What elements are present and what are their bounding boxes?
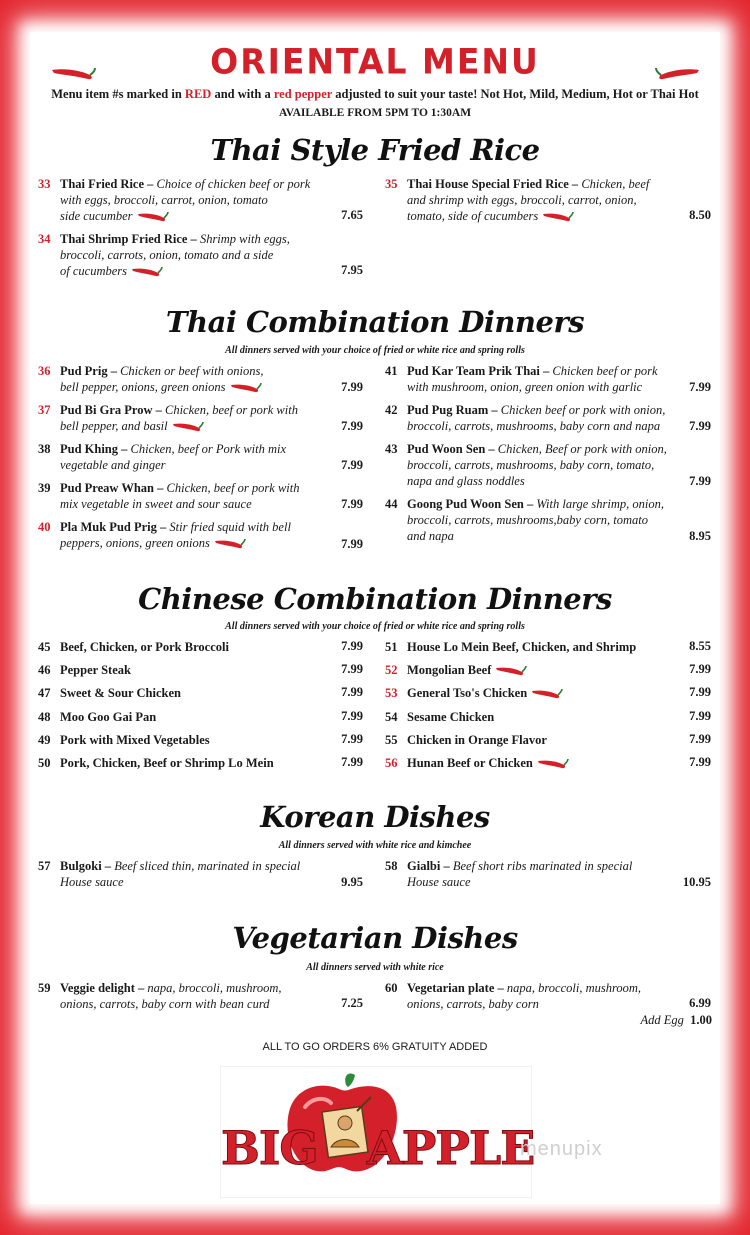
item-desc: bell pepper, and basil: [60, 419, 168, 433]
item-price: 7.65: [341, 208, 363, 222]
item-desc: Chicken or beef with onions,: [120, 364, 264, 378]
item-number: 53: [385, 686, 398, 700]
item-price: 7.25: [341, 996, 363, 1010]
intro-pepper-word: red pepper: [273, 87, 333, 101]
item-name: Veggie delight –: [60, 981, 148, 995]
intro-middle: and with a: [211, 87, 274, 101]
item-desc: with eggs, broccoli, carrot, onion, tomato: [60, 193, 268, 207]
item-number: 42: [385, 403, 398, 417]
item-desc: Chicken beef or pork: [552, 364, 658, 378]
intro-suffix: adjusted to suit your taste! Not Hot, Mild, Medium, Hot or Thai Hot: [332, 87, 699, 101]
item-price: 8.55: [689, 639, 711, 653]
item-number: 36: [38, 364, 51, 378]
item-price: 7.99: [341, 537, 363, 551]
item-name: Pud Bi Gra Prow –: [60, 403, 165, 417]
item-number: 33: [38, 177, 51, 191]
item-number: 37: [38, 403, 51, 417]
red-pepper-icon: [542, 211, 574, 223]
item-number: 38: [38, 442, 51, 456]
item-desc: onions, carrots, baby corn: [407, 997, 539, 1011]
item-price: 8.50: [689, 208, 711, 222]
item-price: 7.99: [341, 497, 363, 511]
item-price: 7.99: [689, 755, 711, 769]
item-desc: Stir fried squid with bell: [169, 520, 291, 534]
item-desc: napa, broccoli, mushroom,: [147, 981, 282, 995]
item-price: 9.95: [341, 875, 363, 889]
item-number: 45: [38, 640, 51, 654]
item-number: 49: [38, 733, 51, 747]
menupix-watermark: menupix: [520, 1138, 603, 1160]
item-name: Pork with Mixed Vegetables: [60, 733, 210, 747]
item-number: 47: [38, 686, 51, 700]
item-desc: House sauce: [60, 875, 124, 889]
item-name: Thai Shrimp Fried Rice –: [60, 232, 200, 246]
item-price: 7.99: [689, 662, 711, 676]
item-desc: napa, broccoli, mushroom,: [506, 981, 642, 995]
item-number: 46: [38, 663, 51, 677]
page-title: ORIENTAL MENU: [210, 41, 540, 82]
item-desc: onions, carrots, baby corn with bean curd: [60, 997, 270, 1011]
item-name: Pla Muk Pud Prig –: [60, 520, 170, 534]
add-egg-price: 1.00: [690, 1013, 712, 1027]
item-desc: House sauce: [407, 875, 471, 889]
red-pepper-icon: [230, 382, 262, 394]
section-title-korean: Korean Dishes: [260, 800, 490, 834]
item-number: 57: [38, 859, 51, 873]
item-price: 7.99: [341, 458, 363, 472]
item-name: Gialbi –: [407, 859, 453, 873]
section-note: All dinners served with white rice and kimchee: [278, 840, 472, 851]
section-title-thai-combination: Thai Combination Dinners: [165, 305, 585, 339]
item-price: 6.99: [689, 996, 711, 1010]
item-price: 7.99: [341, 419, 363, 433]
item-desc: with mushroom, onion, green onion with garlic: [407, 380, 643, 394]
item-desc: Chicken, beef: [581, 177, 650, 191]
item-desc: Chicken beef or pork with onion,: [500, 403, 666, 417]
item-desc: broccoli, carrots, mushrooms,baby corn, tomato: [407, 513, 648, 527]
big-apple-logo: [220, 1066, 535, 1198]
item-desc: Beef sliced thin, marinated in special: [114, 859, 301, 873]
item-name: Pud Pug Ruam –: [407, 403, 501, 417]
item-desc: Choice of chicken beef or pork: [156, 177, 311, 191]
item-desc: peppers, onions, green onions: [60, 536, 210, 550]
section-title-chinese-combination: Chinese Combination Dinners: [138, 582, 612, 616]
item-number: 56: [385, 756, 398, 770]
item-price: 7.99: [341, 639, 363, 653]
item-desc: and napa: [407, 529, 454, 543]
item-price: 7.95: [341, 263, 363, 277]
item-name: Hunan Beef or Chicken: [407, 756, 533, 770]
item-number: 48: [38, 710, 51, 724]
item-number: 50: [38, 756, 51, 770]
item-number: 39: [38, 481, 51, 495]
item-number: 43: [385, 442, 398, 456]
item-price: 7.99: [689, 685, 711, 699]
item-number: 60: [385, 981, 398, 995]
item-desc: tomato, side of cucumbers: [407, 209, 539, 223]
section-title-thai-fried-rice: Thai Style Fried Rice: [210, 133, 540, 167]
red-pepper-icon: [50, 66, 96, 82]
item-name: Sesame Chicken: [407, 710, 495, 724]
item-price: 7.99: [341, 685, 363, 699]
item-number: 58: [385, 859, 398, 873]
item-price: 7.99: [689, 419, 711, 433]
section-title-vegetarian: Vegetarian Dishes: [232, 921, 518, 955]
item-name: House Lo Mein Beef, Chicken, and Shrimp: [407, 640, 637, 654]
item-number: 52: [385, 663, 398, 677]
item-name: General Tso's Chicken: [407, 686, 528, 700]
item-desc: broccoli, carrots, mushrooms, baby corn and napa: [407, 419, 661, 433]
red-pepper-icon: [495, 665, 527, 677]
item-number: 40: [38, 520, 51, 534]
item-number: 55: [385, 733, 398, 747]
item-name: Pud Prig –: [60, 364, 121, 378]
item-price: 10.95: [682, 875, 711, 889]
item-name: Pud Khing –: [60, 442, 131, 456]
item-name: Vegetarian plate –: [407, 981, 507, 995]
item-name: Goong Pud Woon Sen –: [407, 497, 537, 511]
item-name: Moo Goo Gai Pan: [60, 710, 157, 724]
item-number: 35: [385, 177, 398, 191]
item-price: 7.99: [341, 380, 363, 394]
item-name: Pud Kar Team Prik Thai –: [407, 364, 553, 378]
item-name: Sweet & Sour Chicken: [60, 686, 181, 700]
logo-text-big: BIG: [221, 1121, 318, 1175]
item-number: 51: [385, 640, 398, 654]
item-number: 41: [385, 364, 398, 378]
intro-red-word: RED: [184, 87, 212, 101]
item-desc: broccoli, carrots, mushrooms, baby corn, tomato,: [407, 458, 655, 472]
item-name: Thai Fried Rice –: [60, 177, 157, 191]
item-number: 59: [38, 981, 51, 995]
item-price: 7.99: [689, 709, 711, 723]
item-name: Pud Preaw Whan –: [60, 481, 167, 495]
intro-prefix: Menu item #s marked in: [51, 87, 185, 101]
item-desc: With large shrimp, onion,: [536, 497, 664, 511]
item-price: 7.99: [341, 732, 363, 746]
item-price: 7.99: [689, 732, 711, 746]
item-desc: of cucumbers: [60, 264, 127, 278]
item-price: 7.99: [341, 709, 363, 723]
item-desc: bell pepper, onions, green onions: [60, 380, 226, 394]
item-name: Pepper Steak: [60, 663, 131, 677]
item-name: Pud Woon Sen –: [407, 442, 498, 456]
item-number: 34: [38, 232, 51, 246]
item-price: 7.99: [689, 380, 711, 394]
item-name: Chicken in Orange Flavor: [407, 733, 547, 747]
red-pepper-icon: [131, 266, 163, 278]
item-name: Thai House Special Fried Rice –: [407, 177, 582, 191]
item-price: 8.95: [689, 529, 711, 543]
item-desc: napa and glass noddles: [407, 474, 525, 488]
section-note: All dinners served with your choice of fried or white rice and spring rolls: [225, 621, 525, 632]
item-price: 7.99: [689, 474, 711, 488]
red-pepper-icon: [137, 211, 169, 223]
hours-line: AVAILABLE FROM 5PM TO 1:30AM: [278, 107, 472, 119]
item-desc: and shrimp with eggs, broccoli, carrot, onion,: [407, 193, 637, 207]
intro-line: [0, 87, 750, 102]
item-desc: Chicken, beef or pork with: [164, 403, 298, 417]
item-desc: broccoli, carrots, onion, tomato and a side: [60, 248, 274, 262]
item-name: Bulgoki –: [60, 859, 115, 873]
item-desc: side cucumber: [60, 209, 133, 223]
item-desc: Chicken, Beef or pork with onion,: [497, 442, 667, 456]
add-egg-label: Add Egg: [640, 1013, 684, 1027]
red-pepper-icon: [531, 688, 563, 700]
item-desc: Shrimp with eggs,: [199, 232, 290, 246]
item-price: 7.99: [341, 662, 363, 676]
item-number: 54: [385, 710, 398, 724]
item-name: Beef, Chicken, or Pork Broccoli: [60, 640, 229, 654]
red-pepper-icon: [172, 421, 204, 433]
item-desc: Chicken, beef or pork with: [166, 481, 300, 495]
add-egg-line: [620, 1013, 712, 1028]
item-price: 7.99: [341, 755, 363, 769]
item-desc: Beef short ribs marinated in special: [452, 859, 633, 873]
item-desc: Chicken, beef or Pork with mix: [130, 442, 287, 456]
red-pepper-icon: [214, 538, 246, 550]
red-pepper-icon: [537, 758, 569, 770]
item-number: 44: [385, 497, 398, 511]
section-note: All dinners served with white rice: [306, 962, 444, 973]
item-name: Mongolian Beef: [407, 663, 492, 677]
section-note: All dinners served with your choice of fried or white rice and spring rolls: [225, 345, 525, 356]
item-desc: vegetable and ginger: [60, 458, 166, 472]
red-pepper-icon: [655, 66, 701, 82]
item-name: Pork, Chicken, Beef or Shrimp Lo Mein: [60, 756, 274, 770]
gratuity-note: ALL TO GO ORDERS 6% GRATUITY ADDED: [262, 1041, 488, 1053]
logo-text-apple: APPLE: [367, 1121, 535, 1175]
item-desc: mix vegetable in sweet and sour sauce: [60, 497, 252, 511]
